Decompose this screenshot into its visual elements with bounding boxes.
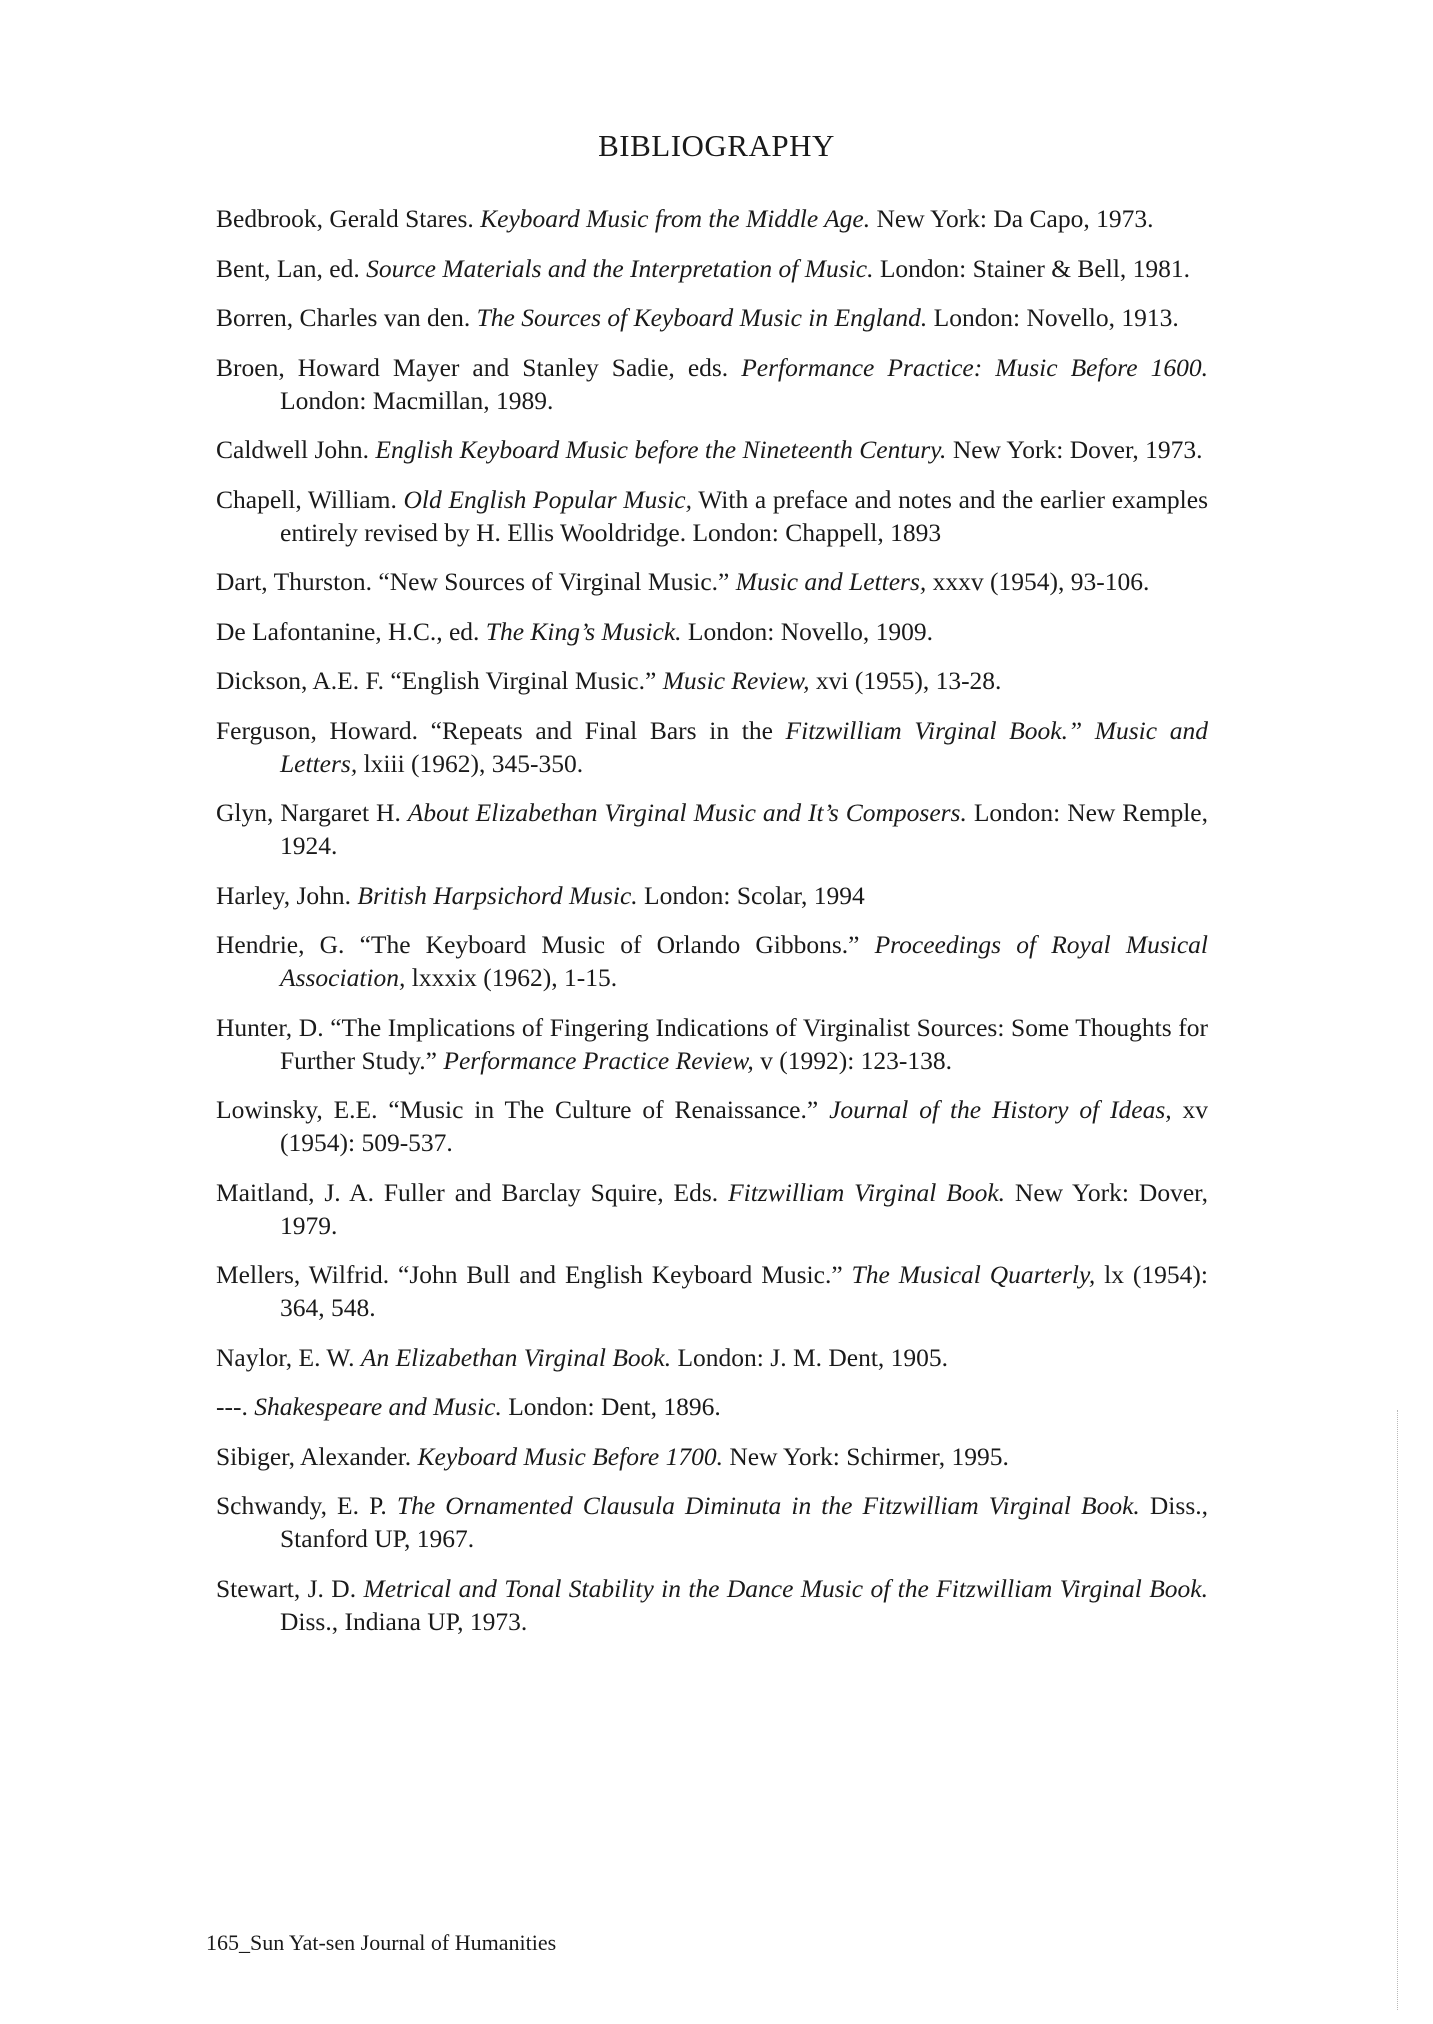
entry-title: Keyboard Music from the Middle Age. — [480, 204, 871, 233]
entry-publication: London: Scolar, 1994 — [637, 880, 865, 910]
bibliography-entry — [216, 664, 1208, 697]
entry-author: Sibiger, Alexander. — [216, 1441, 418, 1471]
entry-title: Proceedings of Royal Musical Association, — [280, 930, 1208, 992]
entry-author: Borren, Charles van den. — [216, 303, 477, 332]
entry-title: An Elizabethan Virginal Book. — [360, 1342, 672, 1372]
entry-publication: London: New Remple, 1924. — [280, 798, 1208, 860]
entry-publication: lxxxix (1962), 1-15. — [405, 963, 618, 992]
entry-publication: New York: Schirmer, 1995. — [723, 1441, 1009, 1471]
entry-title: Metrical and Tonal Stability in the Dance Music of the Fitzwilliam Virginal Book. — [363, 1573, 1209, 1603]
entry-title: Old English Popular Music, — [403, 484, 693, 514]
entry-author: Hendrie, G. “The Keyboard Music of Orlando Gibbons.” — [216, 930, 875, 959]
entry-publication: xxxv (1954), 93-106. — [926, 567, 1150, 596]
entry-publication: xv (1954): 509-537. — [280, 1095, 1209, 1157]
entry-author: Lowinsky, E.E. “Music in The Culture of Renaissance.” — [216, 1095, 830, 1124]
entry-publication: London: Macmillan, 1989. — [280, 385, 554, 415]
bibliography-entry — [216, 351, 1208, 417]
entry-author: De Lafontanine, H.C., ed. — [216, 616, 486, 646]
entry-author: Harley, John. — [216, 880, 358, 910]
entry-title: Fitzwilliam Virginal Book. — [728, 1177, 1006, 1207]
entry-publication: London: Dent, 1896. — [501, 1392, 721, 1421]
entry-publication: lx (1954): 364, 548. — [280, 1260, 1208, 1322]
bibliography-entry — [216, 565, 1208, 598]
page-title: BIBLIOGRAPHY — [598, 128, 835, 163]
entry-author: Broen, Howard Mayer and Stanley Sadie, eds. — [216, 352, 742, 382]
entry-publication: London: J. M. Dent, 1905. — [671, 1342, 949, 1372]
entry-title: Keyboard Music Before 1700. — [417, 1441, 723, 1471]
bibliography-entry — [216, 1341, 1208, 1374]
bibliography-entry — [216, 1093, 1208, 1159]
entry-publication: Diss., Stanford UP, 1967. — [280, 1491, 1208, 1553]
entry-publication: New York: Da Capo, 1973. — [870, 204, 1154, 233]
entry-title: The Ornamented Clausula Diminuta in the Fitzwilliam Virginal Book. — [396, 1491, 1140, 1520]
entry-title: Performance Practice Review, — [443, 1045, 754, 1075]
entry-author: Naylor, E. W. — [216, 1342, 361, 1372]
entry-author: Bent, Lan, ed. — [216, 253, 367, 283]
entry-title: The King’s Musick. — [485, 616, 682, 646]
entry-author: Schwandy, E. P. — [216, 1491, 397, 1520]
bibliography-entry — [216, 879, 1208, 912]
entry-author: Stewart, J. D. — [216, 1573, 364, 1603]
bibliography-entry — [216, 796, 1208, 862]
entry-title: The Sources of Keyboard Music in England. — [476, 303, 928, 332]
entry-title: Music and Letters, — [735, 567, 927, 596]
entry-title: Journal of the History of Ideas, — [829, 1095, 1172, 1124]
entry-title: Shakespeare and Music. — [254, 1392, 502, 1421]
entry-author: Ferguson, Howard. “Repeats and Final Bars in the — [216, 715, 786, 745]
entry-author: Chapell, William. — [216, 484, 404, 514]
bibliography-entry — [216, 252, 1208, 285]
bibliography-entry — [216, 301, 1208, 334]
entry-publication: Diss., Indiana UP, 1973. — [280, 1606, 528, 1636]
entry-title: Performance Practice: Music Before 1600. — [741, 352, 1208, 382]
entry-publication: London: Novello, 1909. — [681, 616, 933, 646]
bibliography-list — [216, 202, 1208, 1654]
entry-title: The Musical Quarterly, — [851, 1260, 1096, 1289]
bibliography-entry — [216, 433, 1208, 466]
entry-author: ---. — [216, 1392, 255, 1421]
bibliography-entry — [216, 1258, 1208, 1324]
entry-author: Dickson, A.E. F. “English Virginal Music.” — [216, 666, 663, 695]
bibliography-entry — [216, 1489, 1208, 1555]
bibliography-entry — [216, 1390, 1208, 1423]
bibliography-entry — [216, 1176, 1208, 1242]
entry-title: Music Review, — [662, 666, 810, 695]
bibliography-entry — [216, 202, 1208, 235]
entry-author: Dart, Thurston. “New Sources of Virginal Music.” — [216, 567, 736, 596]
entry-author: Hunter, D. “The Implications of Fingering Indications of Virginalist Sources: Some Thoughts for Further Study.” — [216, 1012, 1208, 1075]
entry-publication: New York: Dover, 1973. — [946, 435, 1203, 464]
bibliography-entry — [216, 1440, 1208, 1473]
page-footer: 165_Sun Yat-sen Journal of Humanities — [206, 1930, 557, 1955]
entry-publication: With a preface and notes and the earlier examples entirely revised by H. Ellis Wooldridge. London: Chappell, 1893 — [280, 484, 1208, 547]
entry-title: Fitzwilliam Virginal Book.” Music and Letters, — [280, 715, 1208, 778]
entry-author: Maitland, J. A. Fuller and Barclay Squire, Eds. — [216, 1177, 729, 1207]
entry-title: English Keyboard Music before the Nineteenth Century. — [375, 435, 947, 464]
entry-title: About Elizabethan Virginal Music and It’s Composers. — [407, 798, 967, 827]
entry-author: Glyn, Nargaret H. — [216, 798, 408, 827]
entry-author: Bedbrook, Gerald Stares. — [216, 204, 481, 233]
bibliography-entry — [216, 928, 1208, 994]
entry-publication: London: Stainer & Bell, 1981. — [873, 253, 1191, 283]
entry-publication: New York: Dover, 1979. — [280, 1177, 1208, 1240]
entry-title: British Harpsichord Music. — [357, 880, 638, 910]
bibliography-entry — [216, 483, 1208, 549]
entry-title: Source Materials and the Interpretation of Music. — [366, 253, 874, 283]
entry-publication: v (1992): 123-138. — [753, 1045, 953, 1075]
entry-author: Caldwell John. — [216, 435, 376, 464]
entry-publication: lxiii (1962), 345-350. — [357, 748, 584, 778]
bibliography-entry — [216, 714, 1208, 780]
bibliography-entry — [216, 1572, 1208, 1638]
bibliography-entry — [216, 615, 1208, 648]
entry-publication: xvi (1955), 13-28. — [809, 666, 1002, 695]
bibliography-entry — [216, 1011, 1208, 1077]
scan-edge-line — [1397, 1410, 1399, 2010]
entry-author: Mellers, Wilfrid. “John Bull and English Keyboard Music.” — [216, 1260, 852, 1289]
entry-publication: London: Novello, 1913. — [927, 303, 1179, 332]
